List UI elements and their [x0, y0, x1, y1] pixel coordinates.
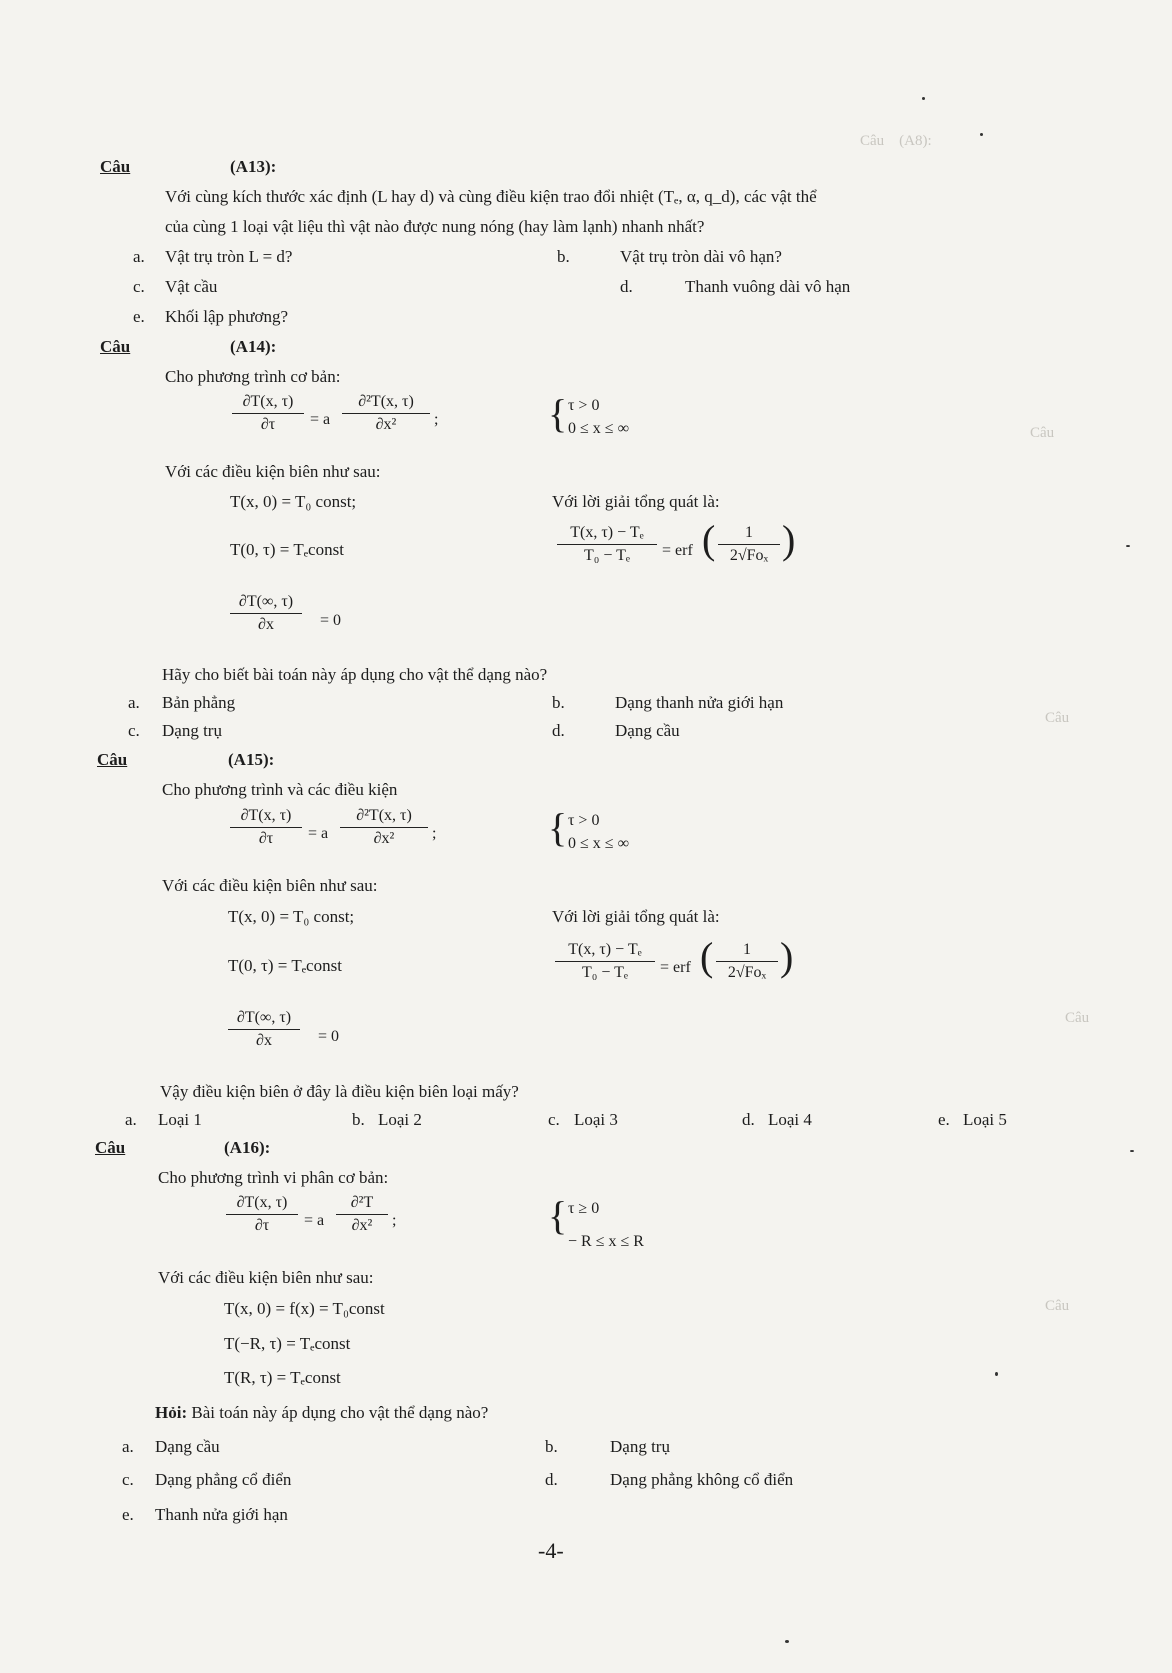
bleed-through-text: Câu [1065, 1010, 1090, 1026]
domain-condition: 0 ≤ x ≤ ∞ [568, 420, 629, 437]
conditions-intro: Với các điều kiện biên như sau: [158, 1268, 374, 1287]
option-key: d. [552, 721, 565, 740]
question-code: (A13): [230, 157, 277, 176]
option-b[interactable]: Loại 2 [378, 1110, 422, 1129]
option-key: b. [352, 1110, 365, 1129]
question-intro: Cho phương trình vi phân cơ bản: [158, 1168, 389, 1187]
scan-speck [1126, 545, 1130, 547]
fraction-bar [557, 544, 657, 545]
equation-operator: = a [304, 1212, 325, 1229]
fraction-numerator: ∂T(x, τ) [242, 393, 294, 410]
fraction-numerator: ∂T(x, τ) [240, 807, 292, 824]
option-key: a. [133, 247, 145, 266]
conditions-intro: Với các điều kiện biên như sau: [162, 876, 378, 895]
fraction-bar [555, 961, 655, 962]
domain-condition: 0 ≤ x ≤ ∞ [568, 835, 629, 852]
question-intro: Cho phương trình cơ bản: [165, 367, 341, 386]
option-e[interactable]: Khối lập phương? [165, 307, 289, 326]
question-label: Câu [100, 157, 131, 176]
bleed-through-text: Câu [1045, 1298, 1070, 1314]
option-key: a. [125, 1110, 137, 1129]
equation-operator: = erf [660, 959, 691, 976]
option-c[interactable]: Dạng trụ [162, 721, 222, 740]
option-key: e. [122, 1505, 134, 1524]
option-key: e. [133, 307, 145, 326]
question-prompt: Vậy điều kiện biên ở đây là điều kiện biên loại mấy? [160, 1082, 519, 1101]
option-key: b. [552, 693, 565, 712]
question-label: Câu [97, 750, 128, 769]
option-c[interactable]: Loại 3 [574, 1110, 618, 1129]
system-brace: { [548, 391, 568, 436]
equation-operator: = 0 [320, 612, 342, 629]
fraction-denominator: T₀ − Tₑ [582, 964, 628, 981]
fraction-bar [226, 1214, 298, 1215]
option-key: d. [545, 1470, 558, 1489]
option-d[interactable]: Loại 4 [768, 1110, 812, 1129]
fraction-numerator: ∂²T [350, 1194, 374, 1211]
fraction-numerator: 1 [743, 941, 751, 958]
boundary-condition: T(0, τ) = Tₑconst [230, 540, 344, 559]
option-key: c. [122, 1470, 134, 1489]
pde-lhs-fraction [226, 1193, 298, 1236]
question-label: Câu [100, 337, 131, 356]
boundary-condition: T(0, τ) = Tₑconst [228, 956, 342, 975]
fraction-numerator: ∂²T(x, τ) [358, 393, 414, 410]
question-code: (A15): [228, 750, 275, 769]
option-a[interactable]: Loại 1 [158, 1110, 202, 1129]
paren-close: ) [782, 517, 796, 562]
solution-intro: Với lời giải tổng quát là: [552, 907, 720, 926]
erf-argument-fraction [718, 523, 780, 566]
option-key: a. [128, 693, 140, 712]
boundary-derivative-fraction [228, 1008, 300, 1051]
fraction-denominator: ∂x² [375, 416, 397, 433]
fraction-bar [230, 613, 302, 614]
fraction-numerator: ∂T(∞, τ) [236, 1009, 292, 1026]
solution-intro: Với lời giải tổng quát là: [552, 492, 720, 511]
option-d[interactable]: Thanh vuông dài vô hạn [685, 277, 851, 296]
option-a[interactable]: Bản phẳng [162, 693, 236, 712]
question-stem: Với cùng kích thước xác định (L hay d) và cùng điều kiện trao đổi nhiệt (Tₑ, α, q_d), các vật thể [165, 187, 817, 206]
option-key: e. [938, 1110, 950, 1129]
fraction-bar [340, 827, 428, 828]
scan-speck [1130, 1150, 1134, 1152]
option-key: a. [122, 1437, 134, 1456]
solution-lhs-fraction [555, 940, 655, 983]
boundary-condition: T(x, 0) = T₀ const; [228, 907, 355, 926]
question-prompt: Hãy cho biết bài toán này áp dụng cho vật thể dạng nào? [162, 665, 548, 684]
system-brace: { [548, 805, 568, 850]
fraction-bar [228, 1029, 300, 1030]
pde-rhs-fraction [336, 1193, 388, 1236]
equation-operator: = a [310, 411, 331, 428]
bleed-through-text: Câu [1045, 710, 1070, 726]
question-intro: Cho phương trình và các điều kiện [162, 780, 398, 799]
scan-speck [980, 133, 983, 136]
option-key: d. [620, 277, 633, 296]
bleed-through-text: Câu (A8): [860, 133, 932, 149]
option-b[interactable]: Dạng trụ [610, 1437, 670, 1456]
paren-open: ( [702, 517, 716, 562]
fraction-bar [716, 961, 778, 962]
fraction-numerator: T(x, τ) − Tₑ [570, 524, 644, 541]
fraction-bar [718, 544, 780, 545]
equation-operator: ; [392, 1212, 397, 1229]
option-e[interactable]: Thanh nửa giới hạn [155, 1505, 288, 1524]
option-key: c. [128, 721, 140, 740]
boundary-condition: T(R, τ) = Tₑconst [224, 1368, 341, 1387]
fraction-denominator: ∂τ [254, 1217, 270, 1234]
equation-operator: = erf [662, 542, 693, 559]
system-brace: { [548, 1193, 568, 1238]
boundary-condition: T(−R, τ) = Tₑconst [224, 1334, 351, 1353]
equation-operator: ; [432, 825, 437, 842]
fraction-denominator: 2√Foₓ [727, 964, 767, 981]
domain-condition: τ ≥ 0 [568, 1200, 600, 1217]
scan-speck [785, 1640, 789, 1643]
pde-lhs-fraction [232, 392, 304, 435]
paren-open: ( [700, 934, 714, 979]
option-a[interactable]: Dạng cầu [155, 1437, 220, 1456]
question-label: Câu [95, 1138, 126, 1157]
option-c[interactable]: Dạng phẳng cổ điển [155, 1470, 292, 1489]
page-number: -4- [538, 1538, 564, 1563]
pde-lhs-fraction [230, 806, 302, 849]
question-code: (A16): [224, 1138, 271, 1157]
option-c[interactable]: Vật cầu [165, 277, 218, 296]
fraction-denominator: ∂x² [373, 830, 395, 847]
pde-rhs-fraction [340, 806, 428, 849]
option-e[interactable]: Loại 5 [963, 1110, 1007, 1129]
fraction-bar [336, 1214, 388, 1215]
fraction-denominator: ∂τ [260, 416, 276, 433]
fraction-denominator: 2√Foₓ [729, 547, 769, 564]
fraction-numerator: ∂²T(x, τ) [356, 807, 412, 824]
question-code: (A14): [230, 337, 277, 356]
domain-condition: τ > 0 [568, 812, 600, 829]
question-stem: của cùng 1 loại vật liệu thì vật nào được nung nóng (hay làm lạnh) nhanh nhất? [165, 217, 705, 236]
fraction-numerator: ∂T(∞, τ) [238, 593, 294, 610]
fraction-denominator: ∂x [256, 1032, 272, 1049]
fraction-denominator: T₀ − Tₑ [584, 547, 630, 564]
paren-close: ) [780, 934, 794, 979]
fraction-denominator: ∂x² [351, 1217, 373, 1234]
boundary-condition: T(x, 0) = T₀ const; [230, 492, 357, 511]
fraction-denominator: ∂x [258, 616, 274, 633]
fraction-numerator: 1 [745, 524, 753, 541]
option-key: b. [557, 247, 570, 266]
option-b[interactable]: Vật trụ tròn dài vô hạn? [620, 247, 782, 266]
domain-condition: − R ≤ x ≤ R [568, 1233, 644, 1250]
option-d[interactable]: Dạng cầu [615, 721, 680, 740]
fraction-bar [342, 413, 430, 414]
boundary-derivative-fraction [230, 592, 302, 635]
fraction-bar [232, 413, 304, 414]
fraction-denominator: ∂τ [258, 830, 274, 847]
scan-speck [922, 97, 925, 100]
domain-condition: τ > 0 [568, 397, 600, 414]
option-a[interactable]: Vật trụ tròn L = d? [165, 247, 293, 266]
solution-lhs-fraction [557, 523, 657, 566]
option-d[interactable]: Dạng phẳng không cổ điển [610, 1470, 794, 1489]
erf-argument-fraction [716, 940, 778, 983]
option-key: d. [742, 1110, 755, 1129]
pde-rhs-fraction [342, 392, 430, 435]
option-b[interactable]: Dạng thanh nửa giới hạn [615, 693, 784, 712]
question-prompt [155, 1403, 488, 1423]
option-key: c. [133, 277, 145, 296]
scan-speck [995, 1372, 998, 1376]
fraction-numerator: T(x, τ) − Tₑ [568, 941, 642, 958]
ask-keyword: Hỏi: [155, 1403, 188, 1422]
fraction-bar [230, 827, 302, 828]
boundary-condition: T(x, 0) = f(x) = T₀const [224, 1299, 385, 1318]
question-text: Bài toán này áp dụng cho vật thể dạng nào? [191, 1403, 489, 1422]
equation-operator: ; [434, 411, 439, 428]
bleed-through-text: Câu [1030, 425, 1055, 441]
equation-operator: = a [308, 825, 329, 842]
option-key: c. [548, 1110, 560, 1129]
fraction-numerator: ∂T(x, τ) [236, 1194, 288, 1211]
equation-operator: = 0 [318, 1028, 340, 1045]
option-key: b. [545, 1437, 558, 1456]
conditions-intro: Với các điều kiện biên như sau: [165, 462, 381, 481]
